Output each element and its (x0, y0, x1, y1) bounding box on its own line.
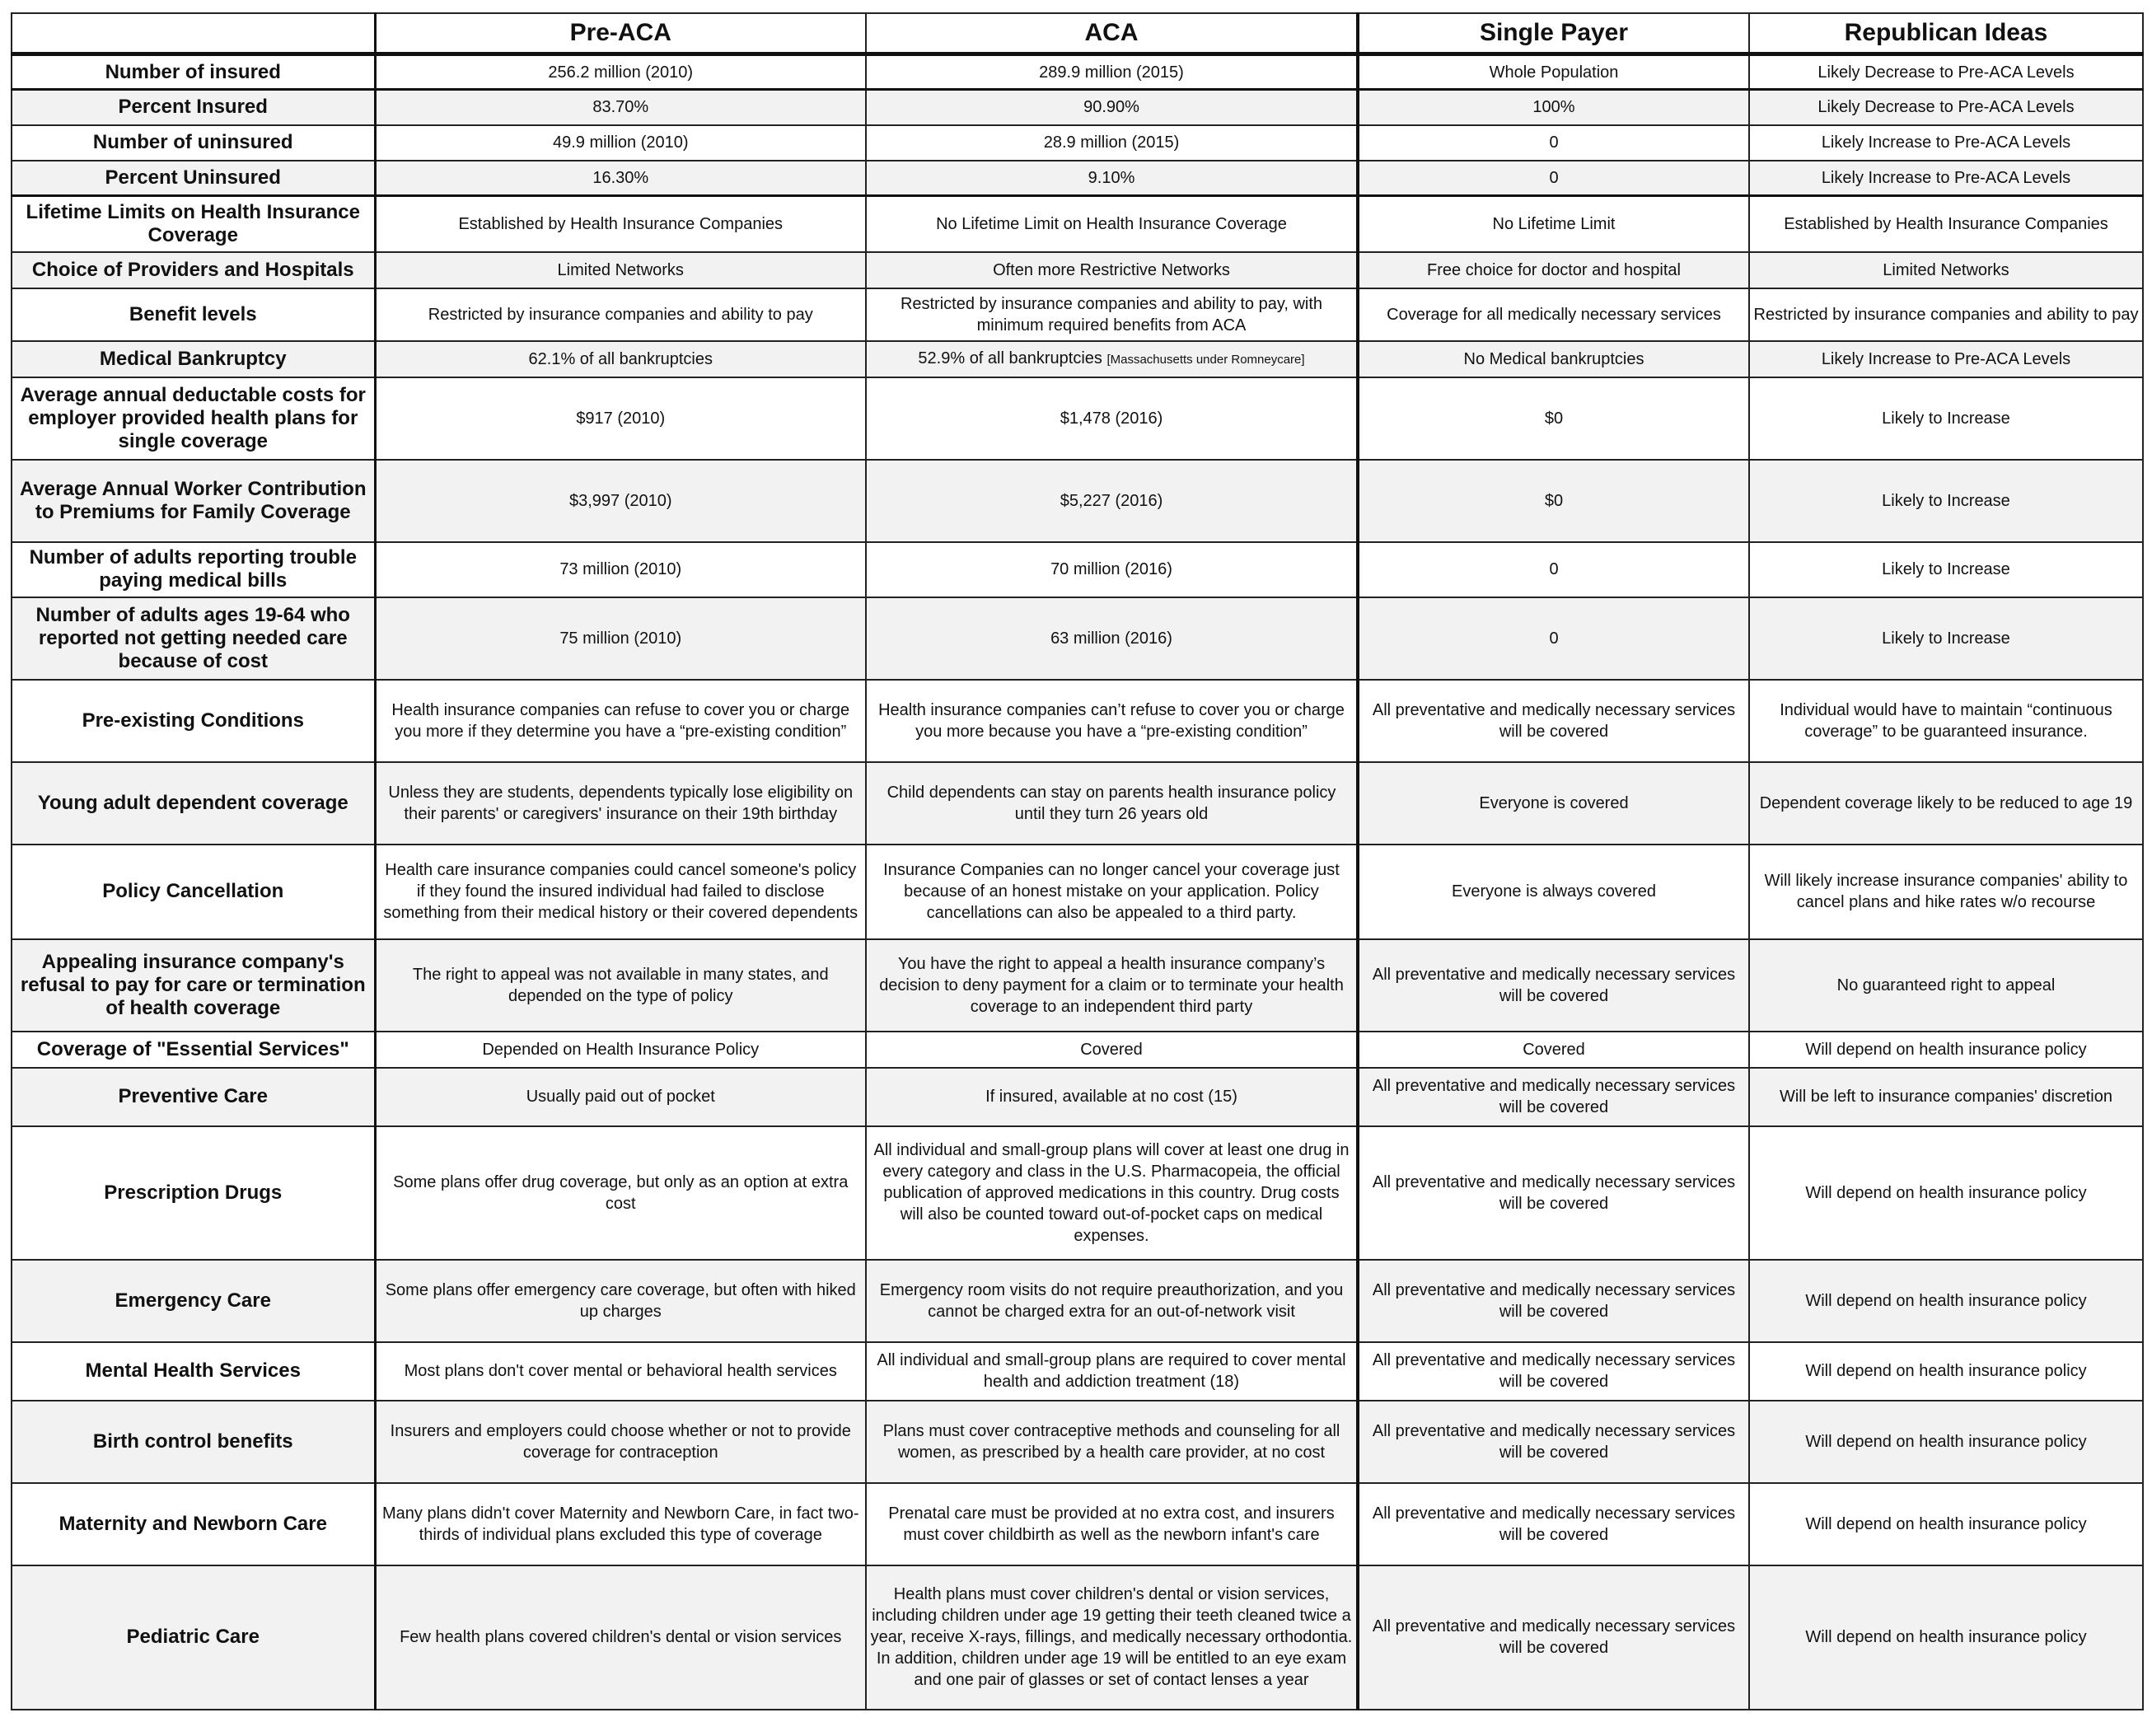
cell-pre-aca-text: $3,997 (2010) (568, 491, 672, 510)
table-row (12, 1032, 2143, 1068)
table-row (12, 845, 2143, 939)
row-label: Mental Health Services (12, 1342, 375, 1401)
cell-pre-aca-text: 62.1% of all bankruptcies (528, 349, 713, 368)
cell-pre-aca-text: 75 million (2010) (559, 629, 682, 648)
cell-single-payer (1358, 341, 1749, 377)
cell-aca (866, 1342, 1358, 1401)
cell-republican-ideas-text: Will depend on health insurance policy (1805, 1040, 2087, 1059)
cell-single-payer-text: All preventative and medically necessary services will be covered (1372, 1617, 1736, 1657)
cell-pre-aca (375, 845, 866, 939)
cell-republican-ideas-text: Will depend on health insurance policy (1805, 1514, 2087, 1533)
row-label: Prescription Drugs (12, 1126, 375, 1260)
cell-pre-aca (375, 680, 866, 762)
cell-single-payer (1358, 288, 1749, 341)
table-row (12, 1483, 2143, 1565)
table-row (12, 54, 2143, 90)
cell-pre-aca (375, 762, 866, 845)
cell-republican-ideas (1749, 1565, 2143, 1710)
cell-republican-ideas (1749, 939, 2143, 1032)
row-label: Average annual deductable costs for employer provided health plans for single coverage (12, 377, 375, 460)
cell-republican-ideas (1749, 1032, 2143, 1068)
cell-aca (866, 1260, 1358, 1342)
cell-republican-ideas (1749, 252, 2143, 288)
cell-pre-aca (375, 341, 866, 377)
cell-pre-aca (375, 54, 866, 90)
cell-single-payer (1358, 377, 1749, 460)
row-label: Medical Bankruptcy (12, 341, 375, 377)
cell-republican-ideas-text: Will depend on health insurance policy (1805, 1432, 2087, 1451)
cell-republican-ideas-text: Likely to Increase (1882, 560, 2010, 578)
cell-single-payer-text: No Medical bankruptcies (1463, 349, 1644, 368)
cell-aca (866, 161, 1358, 196)
table-row (12, 1068, 2143, 1126)
cell-pre-aca-text: The right to appeal was not available in many states, and depended on the type of policy (412, 965, 829, 1005)
cell-pre-aca (375, 1032, 866, 1068)
cell-single-payer (1358, 1483, 1749, 1565)
row-label: Number of adults reporting trouble paying medical bills (12, 542, 375, 597)
cell-republican-ideas (1749, 1068, 2143, 1126)
cell-pre-aca (375, 1342, 866, 1401)
cell-pre-aca-text: Limited Networks (557, 260, 684, 279)
cell-republican-ideas-text: Likely Increase to Pre-ACA Levels (1821, 349, 2071, 368)
cell-republican-ideas (1749, 460, 2143, 542)
cell-aca-text: 28.9 million (2015) (1043, 133, 1180, 152)
cell-pre-aca-text: Most plans don't cover mental or behavioral health services (404, 1362, 837, 1380)
cell-republican-ideas-text: Will depend on health insurance policy (1805, 1362, 2087, 1380)
cell-single-payer-text: All preventative and medically necessary services will be covered (1372, 1077, 1736, 1116)
cell-aca (866, 196, 1358, 252)
column-header-pre-aca: Pre-ACA (375, 13, 866, 54)
cell-republican-ideas-text: Will depend on health insurance policy (1805, 1183, 2087, 1202)
cell-aca-text: Insurance Companies can no longer cancel your coverage just because of an honest mistake on your application. Policy cancellations can also be appealed to a third party. (883, 861, 1340, 922)
cell-aca (866, 845, 1358, 939)
cell-pre-aca (375, 542, 866, 597)
cell-republican-ideas-text: Likely Decrease to Pre-ACA Levels (1818, 63, 2075, 82)
row-label: Young adult dependent coverage (12, 762, 375, 845)
cell-aca (866, 1401, 1358, 1483)
cell-pre-aca-text: 256.2 million (2010) (548, 63, 694, 82)
row-label: Maternity and Newborn Care (12, 1483, 375, 1565)
column-header-republican-ideas: Republican Ideas (1749, 13, 2143, 54)
cell-pre-aca (375, 1483, 866, 1565)
cell-aca (866, 125, 1358, 161)
cell-republican-ideas (1749, 161, 2143, 196)
cell-aca (866, 542, 1358, 597)
cell-aca-text: Prenatal care must be provided at no extra cost, and insurers must cover childbirth as well as the newborn infant's care (888, 1504, 1335, 1544)
cell-pre-aca-text: 49.9 million (2010) (552, 133, 689, 152)
cell-aca-text: 52.9% of all bankruptcies (918, 349, 1102, 367)
cell-pre-aca (375, 1068, 866, 1126)
cell-pre-aca-text: Restricted by insurance companies and ability to pay (428, 305, 813, 324)
cell-single-payer (1358, 1565, 1749, 1710)
cell-aca-text: Covered (1080, 1040, 1143, 1059)
cell-single-payer (1358, 1068, 1749, 1126)
cell-single-payer-text: 100% (1532, 98, 1575, 117)
table-row (12, 161, 2143, 196)
cell-republican-ideas-text: Will depend on health insurance policy (1805, 1291, 2087, 1310)
cell-aca-note: [Massachusetts under Romneycare] (1106, 352, 1305, 367)
cell-single-payer (1358, 460, 1749, 542)
cell-aca (866, 252, 1358, 288)
cell-republican-ideas-text: Will depend on health insurance policy (1805, 1628, 2087, 1646)
cell-republican-ideas-text: Limited Networks (1883, 260, 2009, 279)
row-label: Choice of Providers and Hospitals (12, 252, 375, 288)
row-label: Emergency Care (12, 1260, 375, 1342)
row-label: Policy Cancellation (12, 845, 375, 939)
cell-aca (866, 54, 1358, 90)
cell-republican-ideas-text: Likely to Increase (1882, 409, 2010, 428)
cell-single-payer (1358, 161, 1749, 196)
cell-aca (866, 1032, 1358, 1068)
cell-republican-ideas-text: No guaranteed right to appeal (1836, 976, 2056, 994)
cell-single-payer (1358, 1260, 1749, 1342)
cell-aca (866, 460, 1358, 542)
cell-republican-ideas-text: Likely Increase to Pre-ACA Levels (1821, 168, 2071, 187)
cell-single-payer-text: All preventative and medically necessary services will be covered (1372, 1504, 1736, 1544)
cell-single-payer (1358, 939, 1749, 1032)
cell-single-payer (1358, 54, 1749, 90)
cell-aca-text: If insured, available at no cost (15) (985, 1088, 1237, 1106)
table-row (12, 252, 2143, 288)
table-row (12, 1260, 2143, 1342)
cell-aca (866, 288, 1358, 341)
row-label: Number of uninsured (12, 125, 375, 161)
row-label: Pediatric Care (12, 1565, 375, 1710)
cell-aca-text: Child dependents can stay on parents health insurance policy until they turn 26 years old (887, 783, 1336, 823)
cell-aca-text: $1,478 (2016) (1060, 409, 1163, 428)
cell-pre-aca (375, 90, 866, 125)
cell-republican-ideas-text: Likely Increase to Pre-ACA Levels (1821, 133, 2071, 152)
table-row (12, 597, 2143, 680)
cell-pre-aca (375, 288, 866, 341)
row-label: Pre-existing Conditions (12, 680, 375, 762)
cell-single-payer-text: $0 (1544, 491, 1564, 510)
cell-republican-ideas (1749, 341, 2143, 377)
cell-republican-ideas-text: Will likely increase insurance companies' ability to cancel plans and hike rates w/o recourse (1764, 872, 2128, 911)
cell-pre-aca-text: Some plans offer drug coverage, but only as an option at extra cost (393, 1172, 849, 1213)
cell-republican-ideas (1749, 1260, 2143, 1342)
cell-republican-ideas-text: Likely to Increase (1882, 491, 2010, 510)
cell-aca-text: All individual and small-group plans will cover at least one drug in every category and class in the U.S. Pharmacopeia, the official publication of approved medications in this country. Drug costs will also be counted toward out-of-pocket caps on medical expenses. (873, 1140, 1350, 1245)
cell-single-payer (1358, 1342, 1749, 1401)
cell-single-payer (1358, 1126, 1749, 1260)
cell-single-payer-text: Everyone is always covered (1452, 882, 1656, 901)
table-header (12, 13, 2143, 54)
cell-single-payer-text: All preventative and medically necessary services will be covered (1372, 1351, 1736, 1391)
cell-single-payer-text: All preventative and medically necessary services will be covered (1372, 1421, 1736, 1462)
cell-aca-text: Often more Restrictive Networks (993, 260, 1230, 279)
cell-pre-aca (375, 196, 866, 252)
cell-single-payer-text: 0 (1549, 168, 1559, 187)
row-label: Lifetime Limits on Health Insurance Coverage (12, 196, 375, 252)
cell-aca (866, 377, 1358, 460)
cell-single-payer-text: $0 (1544, 409, 1564, 428)
cell-single-payer-text: No Lifetime Limit (1492, 214, 1616, 233)
cell-aca-text: 63 million (2016) (1050, 629, 1172, 648)
cell-republican-ideas (1749, 1483, 2143, 1565)
cell-pre-aca-text: Many plans didn't cover Maternity and Newborn Care, in fact two-thirds of individual plans excluded this type of coverage (381, 1504, 859, 1544)
cell-single-payer (1358, 196, 1749, 252)
cell-single-payer (1358, 762, 1749, 845)
cell-pre-aca-text: Some plans offer emergency care coverage, but often with hiked up charges (385, 1280, 856, 1321)
cell-republican-ideas (1749, 845, 2143, 939)
cell-aca (866, 341, 1358, 377)
cell-single-payer-text: Whole Population (1489, 63, 1619, 82)
cell-aca-text: Restricted by insurance companies and ability to pay, with minimum required benefits from ACA (900, 294, 1323, 335)
cell-single-payer-text: All preventative and medically necessary services will be covered (1372, 1280, 1736, 1321)
cell-single-payer-text: Covered (1523, 1040, 1585, 1059)
cell-republican-ideas-text: Likely to Increase (1882, 629, 2010, 648)
cell-aca (866, 597, 1358, 680)
cell-republican-ideas (1749, 1342, 2143, 1401)
cell-republican-ideas-text: Likely Decrease to Pre-ACA Levels (1818, 98, 2075, 117)
cell-pre-aca-text: 73 million (2010) (559, 560, 682, 578)
cell-republican-ideas-text: Dependent coverage likely to be reduced to age 19 (1759, 793, 2133, 812)
cell-republican-ideas (1749, 54, 2143, 90)
cell-republican-ideas (1749, 542, 2143, 597)
table-row (12, 939, 2143, 1032)
table-row (12, 1401, 2143, 1483)
cell-pre-aca (375, 125, 866, 161)
table-row (12, 90, 2143, 125)
cell-aca-text: 9.10% (1088, 168, 1135, 187)
row-label: Coverage of "Essential Services" (12, 1032, 375, 1068)
cell-aca-text: Plans must cover contraceptive methods and counseling for all women, as prescribed by a health care provider, at no cost (882, 1421, 1340, 1462)
cell-republican-ideas (1749, 377, 2143, 460)
cell-republican-ideas-text: Will be left to insurance companies' discretion (1779, 1088, 2112, 1106)
cell-aca-text: 90.90% (1083, 98, 1139, 117)
cell-pre-aca (375, 460, 866, 542)
cell-aca-text: Health plans must cover children's dental or vision services, including children under age 19 getting their teeth cleaned twice a year, receive X-rays, fillings, and medically necessary orthodontia. In addition, children under age 19 will be entitled to an eye exam and one pair of glasses or set of contact lenses a year (870, 1585, 1353, 1689)
cell-single-payer-text: All preventative and medically necessary services will be covered (1372, 965, 1736, 1005)
cell-single-payer-text: 0 (1549, 560, 1559, 578)
table-row (12, 762, 2143, 845)
column-header-single-payer: Single Payer (1358, 13, 1749, 54)
cell-aca-text: $5,227 (2016) (1060, 491, 1163, 510)
cell-aca (866, 1565, 1358, 1710)
cell-single-payer (1358, 542, 1749, 597)
cell-pre-aca-text: $917 (2010) (576, 409, 666, 428)
cell-single-payer (1358, 597, 1749, 680)
row-label: Preventive Care (12, 1068, 375, 1126)
cell-republican-ideas-text: Established by Health Insurance Companies (1784, 214, 2108, 233)
table-row (12, 1565, 2143, 1710)
column-header-aca: ACA (866, 13, 1358, 54)
cell-aca (866, 90, 1358, 125)
cell-aca-text: Health insurance companies can’t refuse to cover you or charge you more because you have a “pre-existing condition” (878, 700, 1345, 741)
cell-single-payer-text: Coverage for all medically necessary services (1387, 305, 1721, 324)
header-corner-cell (12, 13, 375, 54)
cell-aca (866, 680, 1358, 762)
cell-aca-text: You have the right to appeal a health insurance company’s decision to deny payment for a claim or to terminate your health coverage to an independent third party (879, 954, 1344, 1016)
row-label: Average Annual Worker Contribution to Premiums for Family Coverage (12, 460, 375, 542)
table-row (12, 288, 2143, 341)
comparison-table (11, 12, 2144, 1710)
cell-pre-aca (375, 377, 866, 460)
table-row (12, 1342, 2143, 1401)
cell-aca-text: All individual and small-group plans are required to cover mental health and addiction treatment (18) (877, 1351, 1346, 1391)
table-row (12, 341, 2143, 377)
cell-single-payer (1358, 90, 1749, 125)
cell-aca (866, 1068, 1358, 1126)
table-body (12, 54, 2143, 1710)
cell-pre-aca (375, 1401, 866, 1483)
table-row (12, 460, 2143, 542)
cell-republican-ideas (1749, 288, 2143, 341)
cell-aca (866, 762, 1358, 845)
cell-aca (866, 1126, 1358, 1260)
row-label: Number of adults ages 19-64 who reported not getting needed care because of cost (12, 597, 375, 680)
cell-republican-ideas (1749, 196, 2143, 252)
row-label: Percent Uninsured (12, 161, 375, 196)
table-row (12, 125, 2143, 161)
row-label: Number of insured (12, 54, 375, 90)
cell-pre-aca-text: Few health plans covered children's dental or vision services (400, 1628, 842, 1646)
cell-aca-text: 70 million (2016) (1050, 560, 1172, 578)
cell-pre-aca-text: Health insurance companies can refuse to cover you or charge you more if they determine you have a “pre-existing condition” (391, 700, 850, 741)
cell-aca-text: No Lifetime Limit on Health Insurance Coverage (936, 214, 1287, 233)
cell-pre-aca (375, 1260, 866, 1342)
cell-single-payer-text: Everyone is covered (1479, 793, 1629, 812)
cell-pre-aca (375, 597, 866, 680)
header-row (12, 13, 2143, 54)
cell-single-payer (1358, 125, 1749, 161)
row-label: Percent Insured (12, 90, 375, 125)
cell-aca (866, 939, 1358, 1032)
cell-single-payer-text: Free choice for doctor and hospital (1427, 260, 1681, 279)
cell-single-payer-text: 0 (1549, 629, 1559, 648)
table-row (12, 196, 2143, 252)
row-label: Birth control benefits (12, 1401, 375, 1483)
cell-republican-ideas (1749, 1401, 2143, 1483)
cell-aca-text: 289.9 million (2015) (1039, 63, 1184, 82)
table-row (12, 377, 2143, 460)
cell-pre-aca-text: Health care insurance companies could cancel someone's policy if they found the insured individual had failed to disclose something from their medical history or their covered dependents (383, 861, 858, 922)
cell-pre-aca (375, 1126, 866, 1260)
cell-single-payer-text: 0 (1549, 133, 1559, 152)
row-label: Benefit levels (12, 288, 375, 341)
cell-republican-ideas (1749, 125, 2143, 161)
cell-single-payer (1358, 1032, 1749, 1068)
cell-republican-ideas (1749, 90, 2143, 125)
cell-pre-aca-text: 83.70% (592, 98, 649, 117)
cell-republican-ideas (1749, 597, 2143, 680)
cell-republican-ideas-text: Restricted by insurance companies and ability to pay (1753, 305, 2139, 324)
cell-pre-aca-text: Depended on Health Insurance Policy (482, 1040, 760, 1059)
cell-pre-aca-text: Established by Health Insurance Companies (458, 214, 784, 233)
cell-pre-aca-text: Usually paid out of pocket (526, 1088, 715, 1106)
cell-pre-aca-text: 16.30% (592, 168, 649, 187)
row-label: Appealing insurance company's refusal to pay for care or termination of health coverage (12, 939, 375, 1032)
cell-pre-aca (375, 161, 866, 196)
cell-single-payer (1358, 845, 1749, 939)
cell-single-payer (1358, 252, 1749, 288)
cell-republican-ideas (1749, 1126, 2143, 1260)
table-row (12, 1126, 2143, 1260)
table-row (12, 680, 2143, 762)
cell-single-payer-text: All preventative and medically necessary services will be covered (1372, 700, 1736, 741)
table-row (12, 542, 2143, 597)
cell-pre-aca (375, 252, 866, 288)
cell-aca-text: Emergency room visits do not require preauthorization, and you cannot be charged extra for an out-of-network visit (879, 1280, 1344, 1321)
cell-pre-aca (375, 1565, 866, 1710)
cell-republican-ideas-text: Individual would have to maintain “continuous coverage” to be guaranteed insurance. (1780, 700, 2112, 741)
cell-single-payer (1358, 1401, 1749, 1483)
cell-aca (866, 1483, 1358, 1565)
cell-pre-aca-text: Unless they are students, dependents typically lose eligibility on their parents' or caregivers' insurance on their 19th birthday (388, 783, 854, 823)
cell-pre-aca-text: Insurers and employers could choose whether or not to provide coverage for contraception (390, 1421, 851, 1462)
cell-republican-ideas (1749, 762, 2143, 845)
cell-single-payer-text: All preventative and medically necessary services will be covered (1372, 1172, 1736, 1213)
cell-pre-aca (375, 939, 866, 1032)
cell-single-payer (1358, 680, 1749, 762)
cell-republican-ideas (1749, 680, 2143, 762)
